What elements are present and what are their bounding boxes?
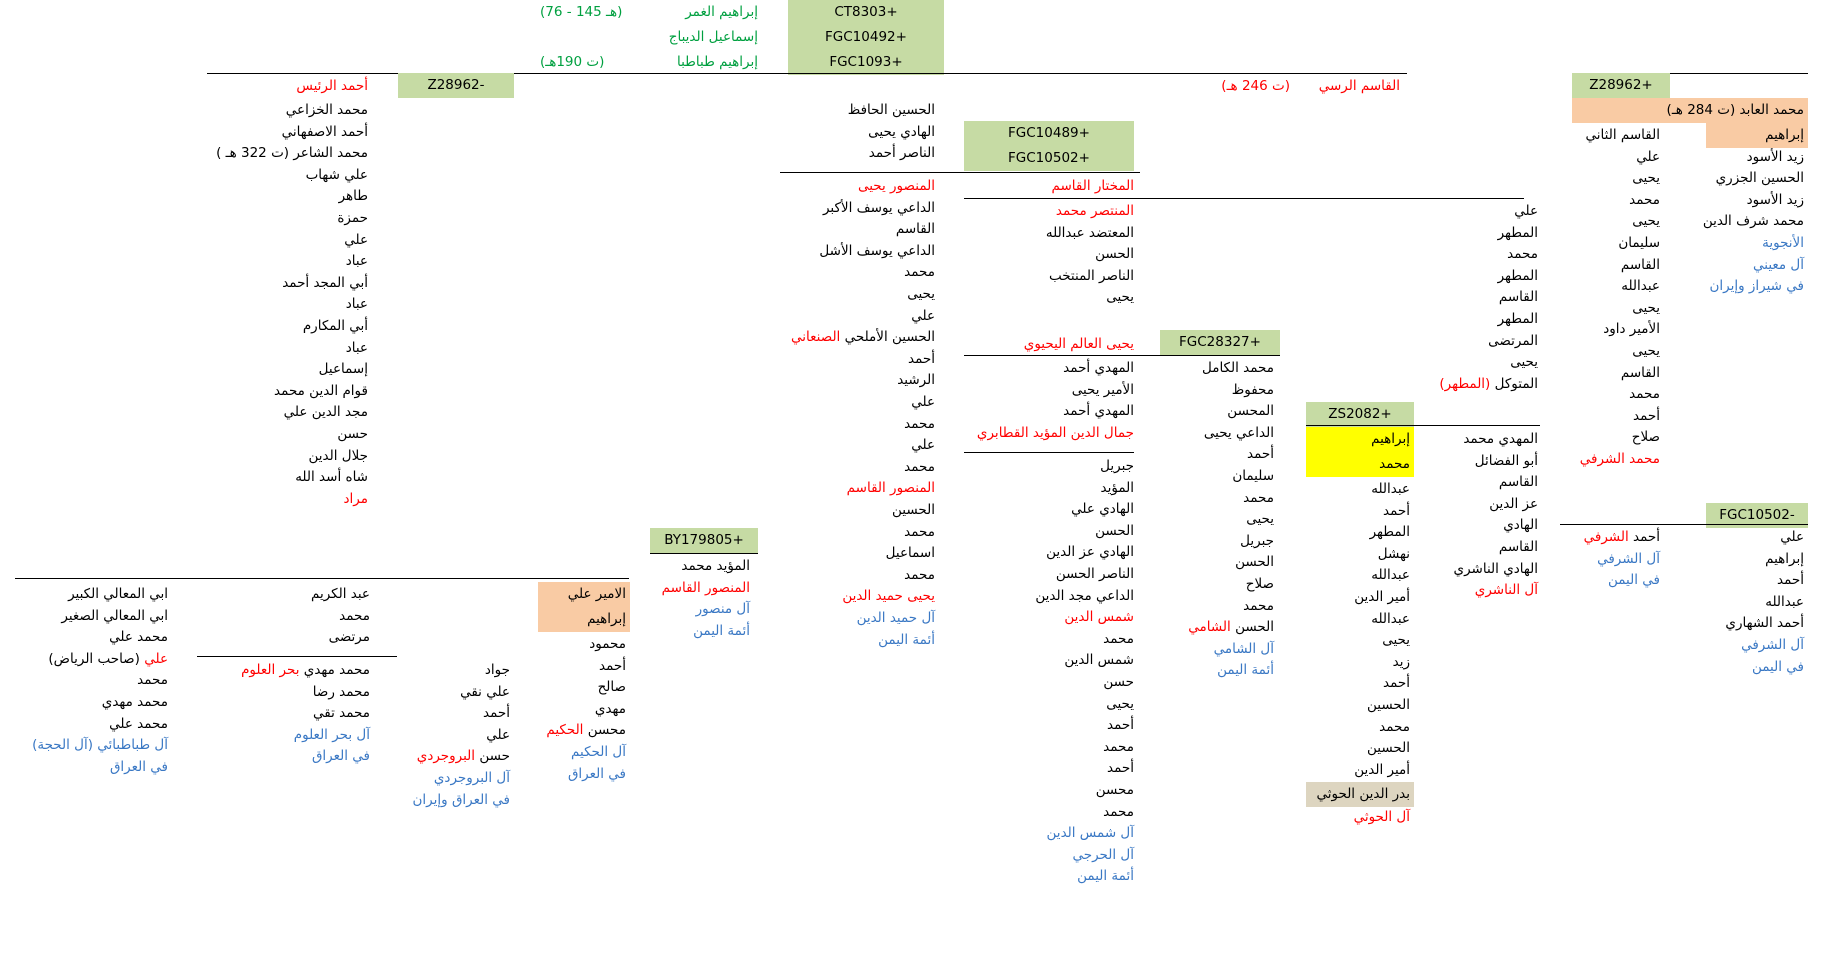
lineage-node: زيد [1392, 653, 1410, 670]
lineage-node: محمد رضا [312, 683, 370, 700]
malhi-node-part1: الحسين الأملحي [844, 329, 935, 346]
yahya-alim-title: يحيى العالم اليحيوي [1023, 336, 1134, 352]
house-label: أئمة اليمن [878, 631, 935, 648]
lineage-node: أمير الدين [1354, 589, 1410, 605]
lineage-node: يحيى [1632, 213, 1660, 230]
nashiri-house: آل الناشري [1474, 582, 1538, 599]
lineage-node: علي شهاب [305, 166, 368, 183]
house-label: آل البروجردي [433, 770, 510, 786]
lineage-node: إبراهيم [1765, 550, 1804, 567]
lineage-node: يحيى [1510, 354, 1538, 371]
lineage-node: عبدالله [1371, 481, 1410, 497]
hadi-branch-line [780, 172, 1140, 173]
snp-fgc10502-neg: FGC10502- [1706, 503, 1808, 528]
mutawakkil-line [1306, 425, 1540, 426]
lineage-node: الأمير يحيى [1071, 381, 1134, 398]
lineage-node: صلاح [1245, 576, 1274, 592]
lineage-node: أحمد [1383, 675, 1410, 692]
lineage-node: محمود [589, 636, 626, 652]
lineage-node: الناصر الحسن [1055, 566, 1134, 582]
house-label: آل منصور [695, 601, 750, 618]
bahr-branch-line [197, 656, 397, 657]
riyad-node [30, 649, 168, 670]
lineage-node: المهدي أحمد [1063, 360, 1134, 376]
lineage-node: القاسم [1498, 539, 1538, 555]
lineage-node: محمد [1103, 803, 1134, 820]
lineage-node: الهادي عز الدين [1046, 544, 1134, 561]
mutawakkil-node-part2: (المطهر) [1439, 375, 1491, 392]
lineage-node: القاسم [1498, 289, 1538, 306]
lineage-node: محسن [1095, 782, 1134, 798]
lineage-node: عباد [345, 253, 368, 270]
shami-node [1150, 617, 1274, 638]
lineage-node: محمد [1103, 738, 1134, 755]
lineage-node: محمد مهدي [101, 694, 168, 710]
shami-node-part2: الشامي [1188, 619, 1231, 636]
house-label: آل الحكيم [571, 744, 626, 760]
house-label: في اليمن [1607, 572, 1660, 589]
ancestor-ibrahim-ghamr: إبراهيم الغمر [685, 4, 758, 20]
lineage-node: عباد [345, 296, 368, 313]
lineage-node: المعتضد عبدالله [1045, 224, 1134, 241]
sharafi2-node-part1: أحمد [1633, 529, 1660, 545]
house-label: آل الشرفي [1741, 637, 1804, 653]
lineage-node: عبدالله [1765, 593, 1804, 610]
house-label: في العراق [567, 765, 626, 782]
lineage-node: الداعي يحيى [1203, 424, 1274, 441]
lineage-node: علي [911, 307, 935, 324]
house-label: في اليمن [1751, 658, 1804, 675]
lineage-node: سليمان [1618, 235, 1660, 251]
lineage-node: المطهر [1497, 267, 1538, 284]
house-label: أئمة اليمن [1217, 662, 1274, 679]
house-label: في شيراز وإيران [1709, 278, 1804, 295]
sharafi-line [1560, 524, 1808, 525]
lineage-node: صالح [597, 679, 626, 696]
hakim-node [520, 720, 626, 741]
mutawakkil-node-part1: المتوكل [1494, 375, 1538, 392]
alim-branch-line [964, 355, 1280, 356]
house-label: في العراق [109, 758, 168, 775]
lineage-node: الحسن [1095, 246, 1134, 263]
lineage-node: أحمد [908, 350, 935, 367]
snp-by179805: BY179805+ [650, 528, 758, 553]
burujirdi-node-part2: البروجردي [416, 748, 476, 765]
murad-title: مراد [343, 490, 368, 507]
lineage-node: عبدالله [1621, 278, 1660, 295]
lineage-node: محمد [904, 415, 935, 432]
bahr-node [220, 660, 370, 681]
lineage-node: الهادي يحيى [868, 123, 935, 140]
ancestor-ismail-dibaj: إسماعيل الديباج [668, 29, 758, 45]
mansur-yahya-title: المنصور يحيى [857, 178, 935, 194]
lineage-node: علي [911, 394, 935, 410]
house-label: أئمة اليمن [1077, 868, 1134, 885]
lineage-node: يحيى [1632, 343, 1660, 359]
lineage-node: المهدي أحمد [1063, 403, 1134, 420]
lineage-node: الهادي الناشري [1453, 560, 1538, 577]
qasim-rassi-title: القاسم الرسي [1318, 78, 1400, 94]
lineage-node: الأمير داود [1603, 321, 1660, 338]
lineage-node: يحيى [1382, 632, 1410, 649]
lineage-node: ابي المعالي الصغير [61, 607, 168, 624]
lineage-node: علي [486, 726, 510, 743]
lineage-node: علي [1780, 529, 1804, 545]
qatabiri-line [964, 452, 1134, 453]
lineage-node: القاسم [1620, 256, 1660, 273]
sharafi-node-part1: محمد [1629, 451, 1660, 467]
malhi-node-part2: الصنعاني [791, 329, 841, 346]
lineage-node: القاسم [895, 221, 935, 238]
mansur-qasim2-title: المنصور القاسم [846, 480, 935, 497]
lineage-node: عز الدين [1489, 495, 1538, 512]
lineage-node: يحيى [1632, 299, 1660, 316]
lineage-node: عبد الكريم [310, 586, 370, 602]
lineage-node: أبو الفضائل [1474, 452, 1538, 469]
lineage-node: محمد [904, 264, 935, 281]
house-label: أئمة اليمن [693, 622, 750, 639]
lineage-node: مجد الدين علي [283, 404, 368, 421]
lineage-node: محمد [904, 566, 935, 583]
sharafi-node [1560, 449, 1660, 470]
ibrahim-node: إبراهيم [587, 611, 626, 627]
lineage-node: محمد الخزاعي [285, 102, 368, 118]
lineage-node: علي [911, 437, 935, 454]
lineage-node: المطهر [1497, 311, 1538, 327]
lineage-node: عباد [345, 339, 368, 356]
lineage-node: مهدي [594, 700, 626, 717]
lineage-node: سليمان [1232, 468, 1274, 484]
mutawakkil-node [1420, 374, 1538, 395]
hakim-node-part2: الحكيم [546, 722, 584, 739]
lineage-node: محمد [1103, 630, 1134, 647]
lineage-node: محمد [904, 523, 935, 540]
lineage-node: شمس الدين [1064, 652, 1134, 669]
snp-fgc10492: FGC10492+ [788, 25, 944, 50]
sharafi-node-part2: الشرفي [1579, 451, 1625, 467]
lineage-node: الحسين [892, 502, 935, 518]
lineage-node: محمد علي [109, 715, 168, 732]
house-label: آل شمس الدين [1046, 825, 1134, 842]
lineage-node: الهادي علي [1071, 501, 1134, 518]
lineage-node: جلال الدين [308, 447, 368, 464]
lineage-node: عبدالله [1371, 567, 1410, 584]
snp-fgc1093: FGC1093+ [788, 50, 944, 75]
lineage-node: يحيى [1632, 170, 1660, 187]
lineage-node: المرتضى [1488, 332, 1538, 349]
amir-ali-node: الامير علي [567, 586, 626, 602]
lineage-node: محمد [1243, 597, 1274, 614]
lineage-node: اسماعيل [885, 545, 935, 562]
house-label: آل معيني [1753, 256, 1804, 273]
lineage-node: أحمد [483, 705, 510, 722]
lineage-node: محفوظ [1231, 381, 1274, 398]
house-label: في العراق [311, 748, 370, 765]
lineage-node: محمد [1629, 386, 1660, 403]
lineage-node: الحسين الجزري [1715, 170, 1804, 187]
snp-fgc28327: FGC28327+ [1160, 330, 1280, 355]
date-label: (هـ 145 - 76) [540, 4, 623, 20]
lineage-node: يحيى [1106, 289, 1134, 306]
lineage-node: إبراهيم [1765, 127, 1804, 143]
lineage-node: المهدي محمد [1463, 431, 1538, 447]
lineage-node: يحيى [1106, 695, 1134, 712]
house-label: الأنجوية [1762, 235, 1804, 251]
lineage-node: محمد [904, 458, 935, 475]
lineage-node: علي نقي [460, 683, 510, 700]
lineage-node: حمزة [337, 210, 368, 226]
iraq-branch-line [15, 578, 629, 579]
lineage-node: محمد [339, 607, 370, 624]
lineage-node: أحمد [1633, 407, 1660, 424]
lineage-node: شاه أسد الله [295, 469, 368, 486]
lineage-node: نهشل [1377, 545, 1410, 562]
lineage-node: أحمد [1383, 502, 1410, 519]
muayyad-node: المؤيد محمد [681, 558, 750, 574]
house-label: آل الشرفي [1597, 550, 1660, 567]
lineage-node: محمد تقي [313, 705, 370, 722]
lineage-node: عبدالله [1371, 610, 1410, 627]
lineage-node: يحيى [907, 286, 935, 302]
lineage-node: جبريل [1240, 532, 1274, 549]
lineage-node: الحسن [1235, 554, 1274, 571]
burujirdi-node [390, 746, 510, 767]
house-label: آل بحر العلوم [293, 726, 370, 743]
main-branch-line [207, 73, 1407, 74]
lineage-node: الناصر أحمد [868, 145, 935, 162]
lineage-node: زيد الأسود [1746, 191, 1804, 208]
mukhtar-branch-line [964, 198, 1524, 199]
lineage-node: محمد [1379, 718, 1410, 735]
lineage-node: جبريل [1100, 458, 1134, 474]
lineage-node: الحسين الحافظ [847, 102, 935, 118]
lineage-node: الحسن [1095, 522, 1134, 539]
lineage-node: حسن [1103, 674, 1134, 690]
lineage-node: القاسم الثاني [1585, 127, 1660, 143]
lineage-node: جواد [484, 662, 510, 678]
lineage-node: محمد الشاعر (ت 322 هـ ) [216, 145, 368, 162]
lineage-node: إسماعيل [318, 361, 368, 378]
lineage-node: حسن [337, 426, 368, 442]
snp-ct8303: CT8303+ [788, 0, 944, 25]
lineage-node: أحمد الاصفهاني [281, 123, 368, 140]
muhammad-node: محمد [1379, 456, 1410, 472]
snp-fgc10489: FGC10489+ [964, 121, 1134, 146]
mukhtar-title: المختار القاسم [1051, 178, 1134, 194]
lineage-node: الرشيد [897, 372, 935, 389]
lineage-node: محمد [1629, 191, 1660, 208]
house-label: آل الحرجي [1072, 846, 1134, 863]
lineage-node: المحسن [1227, 403, 1274, 420]
lineage-node: علي [344, 231, 368, 248]
lineage-node: أمير الدين [1354, 761, 1410, 778]
house-label: آل طباطبائي (آل الحجة) [32, 737, 168, 754]
riyad-node-part1: علي [144, 650, 168, 667]
ancestor-ibrahim-tabataba: إبراهيم طباطبا [676, 54, 758, 70]
lineage-node: المؤيد [1100, 479, 1134, 496]
house-label: آل حميد الدين [856, 610, 935, 626]
lineage-node: أحمد [1107, 717, 1134, 734]
lineage-node: الحسين [1367, 740, 1410, 757]
lineage-node: أحمد [1107, 760, 1134, 777]
date-label: (ت 190هـ) [540, 54, 605, 70]
lineage-node: زيد الأسود [1746, 148, 1804, 165]
lineage-node: محمد شرف الدين [1702, 213, 1804, 230]
lineage-node: قوام الدين محمد [274, 382, 368, 399]
lineage-node: أحمد [599, 657, 626, 674]
lineage-node: علي [1514, 203, 1538, 219]
mansur-qasim-title: المنصور القاسم [661, 579, 750, 596]
muntasir-title: المنتصر محمد [1055, 203, 1134, 219]
house-label: في العراق وإيران [412, 791, 510, 808]
lineage-node: محمد الكامل [1201, 360, 1274, 376]
lineage-node: المطهر [1369, 524, 1410, 541]
snp-fgc10502-pos: FGC10502+ [964, 146, 1134, 171]
bahr-node-part2: بحر العلوم [241, 662, 300, 678]
snp-zs2082: ZS2082+ [1306, 402, 1414, 427]
sharafi2-node-part2: الشرفي [1583, 529, 1629, 545]
qatabiri-title: جمال الدين المؤيد القطابري [976, 424, 1134, 441]
qasim-date: (ت 246 هـ) [1221, 78, 1290, 94]
lineage-node: القاسم [1620, 364, 1660, 381]
lineage-node: أحمد [1247, 446, 1274, 463]
lineage-node: محمد [1507, 246, 1538, 263]
lineage-node: يحيى [1246, 511, 1274, 528]
lineage-node: مرتضى [328, 629, 370, 646]
badr-houthi-node: بدر الدين الحوثي [1316, 786, 1410, 803]
hamid-din-title: يحيى حميد الدين [842, 588, 935, 605]
snp-z28962-pos: Z28962+ [1572, 73, 1670, 98]
ibrahim-node: إبراهيم [1371, 431, 1410, 447]
lineage-node: محمد علي [109, 629, 168, 646]
ahmad-rais-title: أحمد الرئيس [296, 78, 368, 94]
bahr-node-part1: محمد مهدي [303, 662, 370, 678]
house-label: آل الشامي [1213, 640, 1274, 657]
lineage-node: القاسم [1498, 474, 1538, 491]
lineage-node: الحسين [1367, 697, 1410, 713]
lineage-node: المطهر [1497, 224, 1538, 241]
lineage-node: الداعي مجد الدين [1035, 587, 1134, 604]
riyad-node-part2: (صاحب الرياض) [48, 650, 140, 667]
lineage-node: صلاح [1631, 429, 1660, 446]
lineage-node: الداعي يوسف الأشل [819, 242, 935, 259]
shams-din-title: شمس الدين [1064, 609, 1134, 626]
lineage-node: محمد [1243, 489, 1274, 506]
lineage-node: علي [1636, 148, 1660, 165]
lineage-node: أبي المكارم [302, 318, 368, 334]
lineage-node: الداعي يوسف الأكبر [822, 199, 935, 216]
lineage-node: أبي المجد أحمد [282, 274, 368, 291]
snp-z28962-neg: Z28962- [398, 73, 514, 98]
sharafi2-node [1560, 527, 1660, 548]
lineage-node: أحمد الشهاري [1725, 615, 1804, 632]
lineage-node: أحمد [1777, 572, 1804, 589]
lineage-node: ابي المعالي الكبير [68, 586, 168, 602]
mansur-line [650, 553, 758, 554]
lineage-node: طاهر [338, 188, 368, 205]
shami-node-part1: الحسن [1235, 619, 1274, 636]
hakim-node-part1: محسن [587, 722, 626, 739]
muhammad-abid-node: محمد العابد (ت 284 هـ) [1666, 102, 1804, 118]
houthi-house: آل الحوثي [1353, 809, 1410, 825]
lineage-node: الهادي [1503, 517, 1538, 534]
malhi-node [770, 327, 935, 348]
burujirdi-node-part1: حسن [479, 748, 510, 765]
lineage-node: محمد [137, 672, 168, 689]
lineage-node: الناصر المنتخب [1048, 267, 1134, 284]
